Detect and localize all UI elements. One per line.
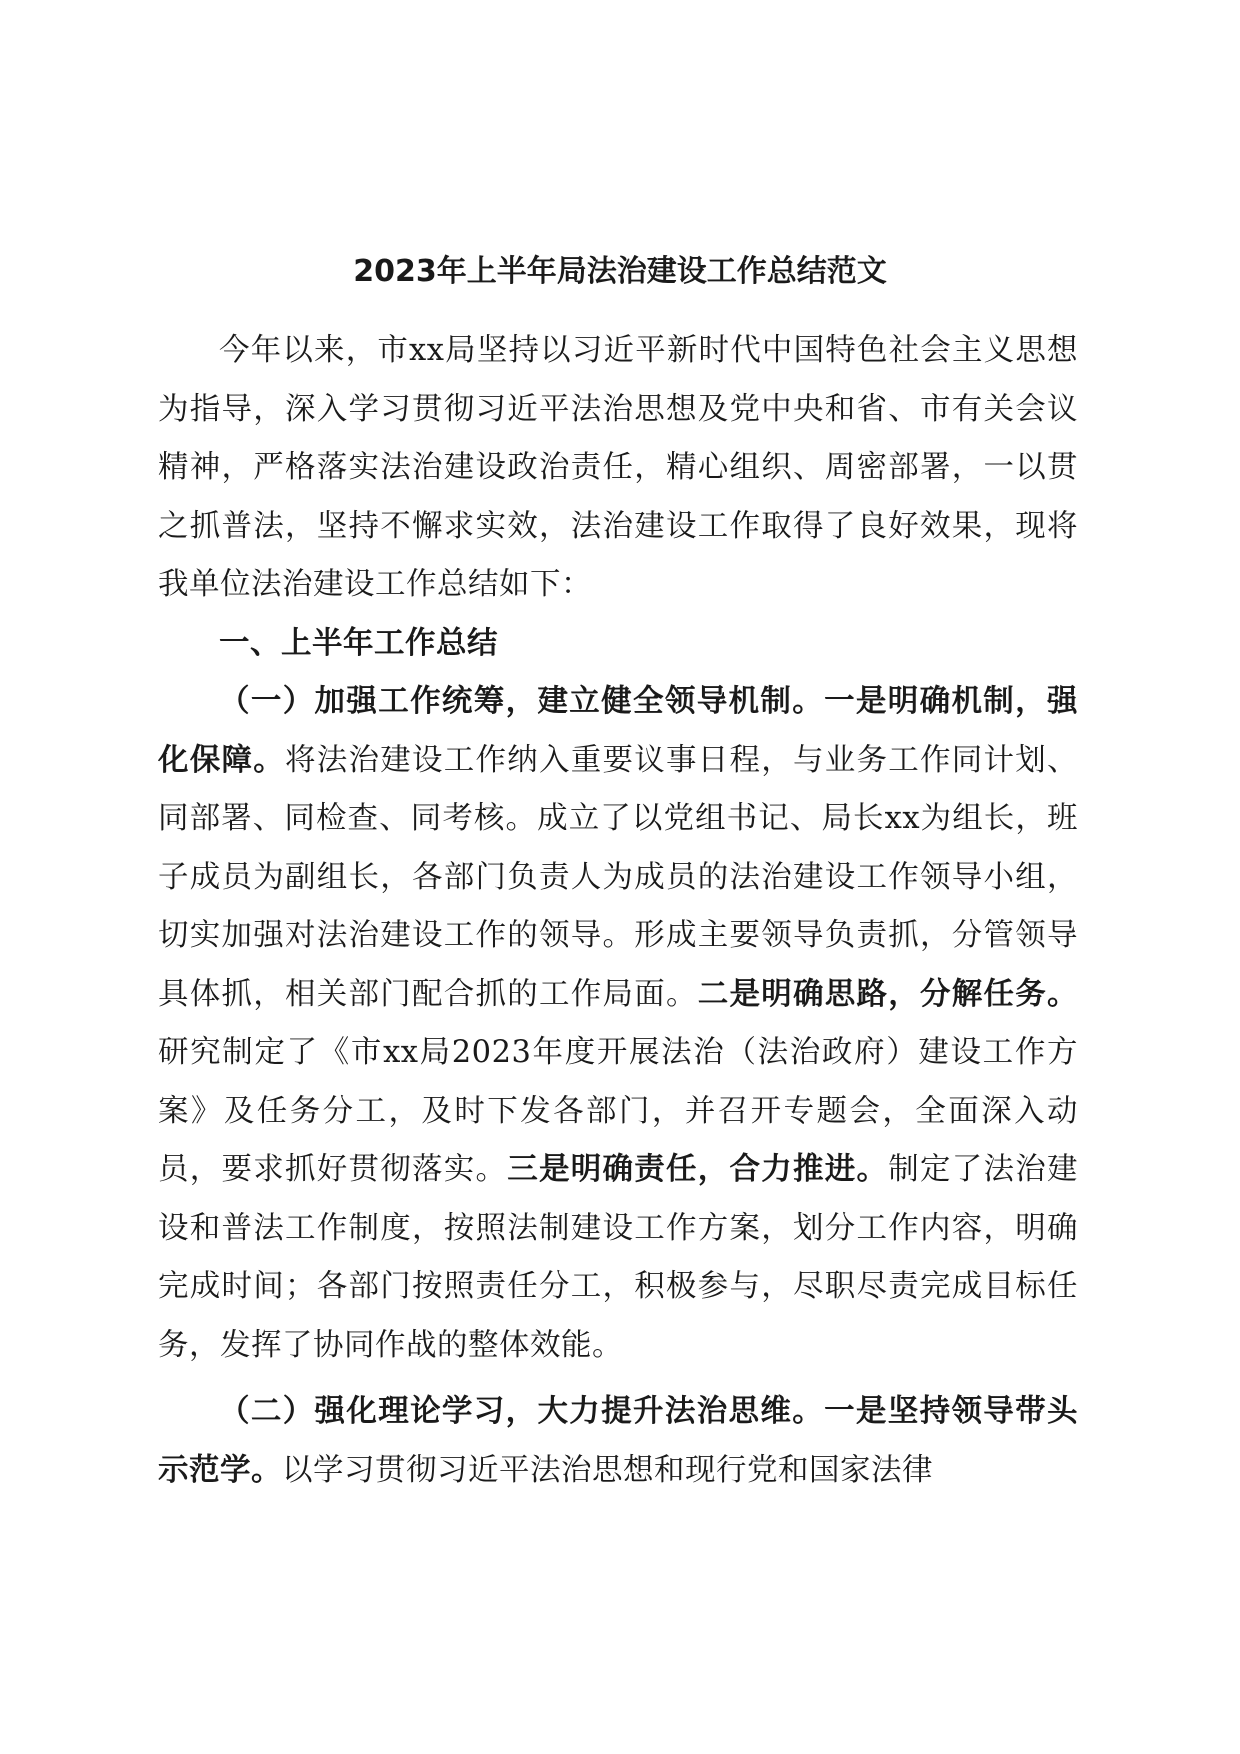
part-one-item2-text: 研究制定了《市xx局2023年度开展法治（法治政府）建设工作方案》及任务分工，及时下发各部门，并召开专题会，全面深入动员，要求抓好贯彻落实。 xyxy=(158,1035,1078,1187)
part-one-item3-text: 制定了法治建设和普法工作制度，按照法制建设工作方案，划分工作内容，明确完成时间；各部门按照责任分工，积极参与，尽职尽责完成目标任务，发挥了协同作战的整体效能。 xyxy=(158,1152,1078,1363)
document-title: 2023年上半年局法治建设工作总结范文 xyxy=(353,254,887,289)
part-one-item3-label: 三是明确责任，合力推进。 xyxy=(507,1152,889,1187)
section-heading: 一、上半年工作总结 xyxy=(219,625,498,661)
part-two-item1-label: 一是坚持领导带头示范学。 xyxy=(158,1394,1079,1488)
part-one-heading: （一）加强工作统筹，建立健全领导机制。 xyxy=(219,684,825,719)
part-one-item1-text: 将法治建设工作纳入重要议事日程，与业务工作同计划、同部署、同检查、同考核。成立了以党组书记、局长xx为组长，班子成员为副组长，各部门负责人为成员的法治建设工作领导小组，切实加强对法治建设工作的领导。形成主要领导负责抓，分管领导具体抓，相关部门配合抓的工作局面。 xyxy=(158,742,1078,1012)
part-one-item2-label: 二是明确思路，分解任务。 xyxy=(697,976,1078,1012)
part-one-item1-label: 一是明确机制，强化保障。 xyxy=(158,684,1079,778)
part-two-heading: （二）强化理论学习，大力提升法治思维。 xyxy=(219,1394,825,1429)
part-two-paragraph xyxy=(158,1383,1078,1500)
document-body xyxy=(158,322,1078,1500)
part-two-item1-text: 以学习贯彻习近平法治思想和现行党和国家法律 xyxy=(282,1452,933,1488)
part-one-paragraph xyxy=(158,673,1078,1375)
intro-paragraph: 今年以来，市xx局坚持以习近平新时代中国特色社会主义思想为指导，深入学习贯彻习近平法治思想及党中央和省、市有关会议精神，严格落实法治建设政治责任，精心组织、周密部署，一以贯之抓普法，坚持不懈求实效，法治建设工作取得了良好效果，现将我单位法治建设工作总结如下： xyxy=(158,333,1078,602)
